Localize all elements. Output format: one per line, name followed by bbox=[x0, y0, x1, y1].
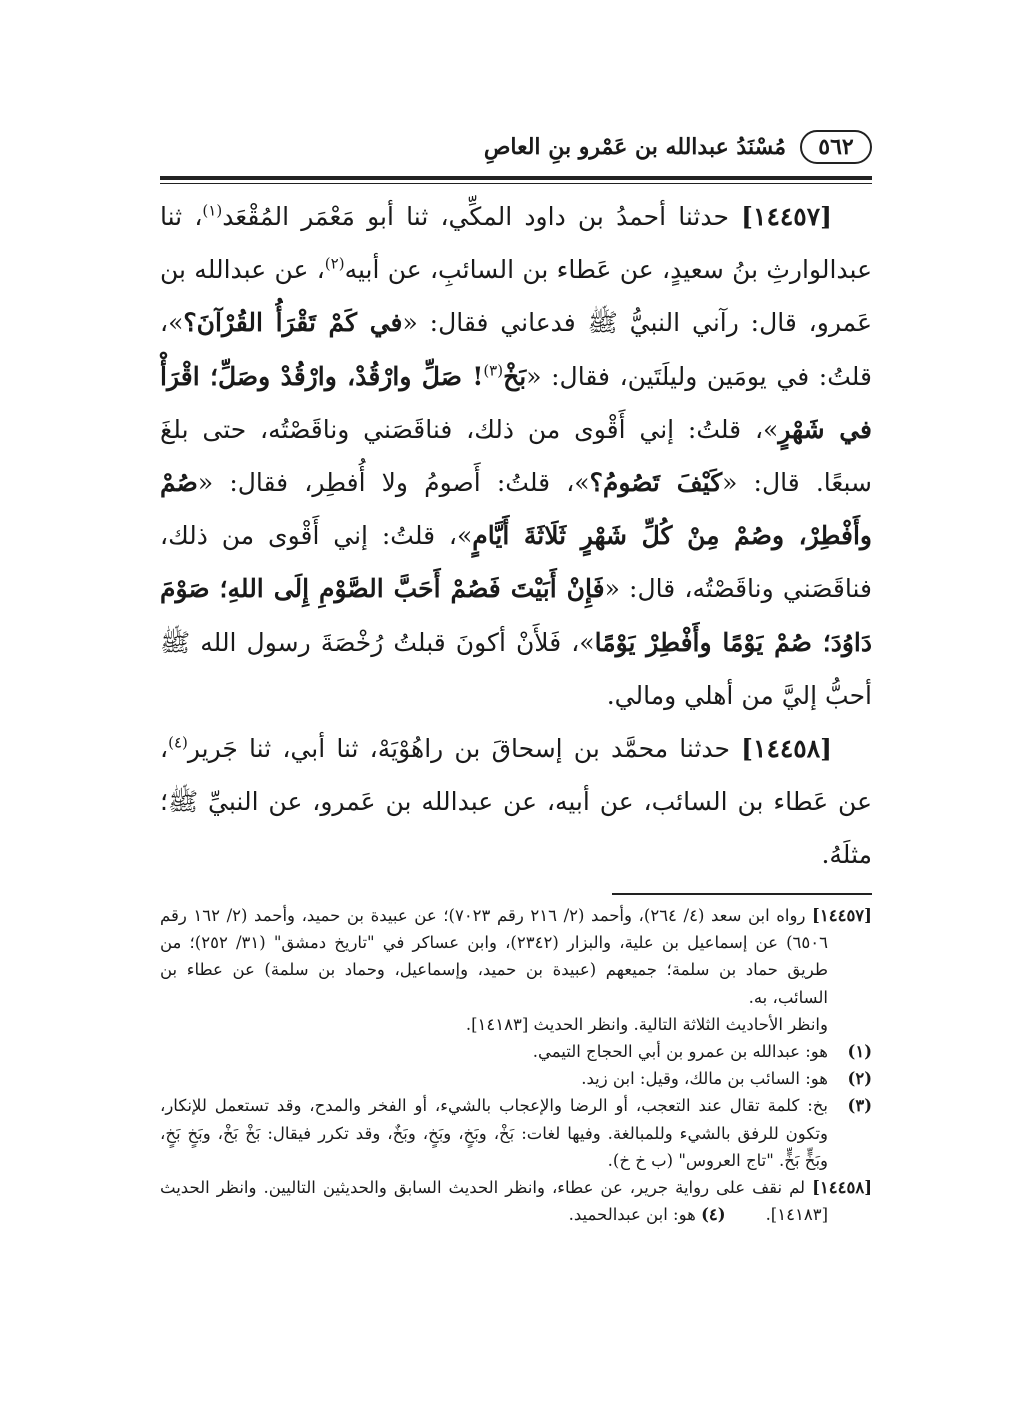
footnote-1 bbox=[160, 1038, 872, 1065]
hadith-text: »، قلتُ: في يومَين وليلَتَين، فقال: « bbox=[160, 308, 872, 391]
takhrij-number: [١٤٤٥٨] bbox=[812, 1178, 872, 1198]
prophet-saying: ! صَلِّ وارْقُدْ، وارْقُدْ وصَلِّ؛ اقْرَأْ في شَهْرٍ bbox=[160, 361, 872, 444]
takhrij-text: رواه ابن سعد (٤/ ٢٦٤)، وأحمد (٢/ ٢١٦ رقم ٧٠٢٣)؛ عن عبيدة بن حميد، وأحمد (٢/ ١٦٢ رقم ٦٥٠٦) عن إسماعيل بن علية، والبزار (٢٣٤٢)، وابن عساكر في "تاريخ دمشق" (٣١/ ٢٥٢)؛ من طريق حماد بن سلمة؛ جميعهم (عبيدة بن حميد، وإسماعيل، وحماد بن سلمة) عن عطاء بن السائب، به. bbox=[160, 906, 828, 1007]
main-text bbox=[160, 190, 872, 882]
footnote-text: هو: ابن عبدالحميد. bbox=[568, 1205, 702, 1225]
hadith-text: حدثنا أحمدُ بن داود المكِّي، ثنا أبو مَعْمَر المُقْعَد bbox=[222, 202, 742, 231]
hadith-text: ، ثنا عبدالوارثِ بنُ سعيدٍ، عن عَطاء بن السائبِ، عن أبيه bbox=[160, 202, 873, 285]
takhrij-14457 bbox=[160, 902, 872, 1011]
hadith-text: ، عن عبدالله بن عَمرو، قال: رآني النبيُّ ﷺ فدعاني فقال: « bbox=[160, 255, 872, 338]
hadith-text: »، قلتُ: إني أَقْوى من ذلك، فناقَصَني وناقَصْتُه، حتى بلغَ سبعًا. قال: « bbox=[160, 414, 872, 498]
footnote-ref: (٢) bbox=[324, 254, 345, 273]
hadith-number: [١٤٤٥٨] bbox=[741, 734, 832, 764]
takhrij-number: [١٤٤٥٧] bbox=[812, 906, 872, 925]
footnote-text: هو: عبدالله بن عمرو بن أبي الحجاج التيمي. bbox=[532, 1042, 828, 1062]
running-title: مُسْنَدُ عبدالله بن عَمْرو بنِ العاصِ bbox=[483, 134, 786, 160]
footnote-text: بخ: كلمة تقال عند التعجب، أو الرضا والإعجاب بالشيء، أو الفخر والمدح، وقد تستعمل للإنكار، وتكون للرفق بالشيء وللمبالغة. وفيها لغات: بَخْ، وبَخٍ، وبَخٍ، وبَخٌ، وقد تكرر فيقال: بَخْ بَخْ، وبَخٍ بَخٍ، وبَخٍّ بَخٍّ. "تاج العروس" (ب خ خ). bbox=[160, 1096, 828, 1170]
header-rule-thick bbox=[160, 176, 872, 180]
prophet-saying: بَخْ bbox=[503, 361, 527, 391]
hadith-text: »، قلتُ: أَصومُ ولا أُفطِر، فقال: « bbox=[197, 468, 590, 498]
hadith-text: »، قلتُ: إني أَقْوى من ذلك، فناقَصَني وناقَصْتُه، قال: « bbox=[160, 521, 872, 604]
footnote-2 bbox=[160, 1065, 872, 1092]
takhrij-14457-extra: وانظر الأحاديث الثلاثة التالية. وانظر الحديث [١٤١٨٣]. bbox=[465, 1014, 828, 1034]
page-header bbox=[160, 122, 872, 172]
footnote-ref: (٤) bbox=[168, 733, 188, 752]
footnote-number: (٣) bbox=[847, 1096, 872, 1116]
footnotes bbox=[160, 902, 872, 1228]
prophet-saying: كَيْفَ تَصُومُ؟ bbox=[589, 468, 723, 498]
hadith-14457 bbox=[160, 190, 872, 722]
takhrij-text: لم نقف على رواية جرير، عن عطاء، وانظر الحديث السابق والحديثين التاليين. وانظر الحديث [١٤١٨٣]. bbox=[160, 1178, 828, 1225]
hadith-text: حدثنا محمَّد بن إسحاقَ بن راهُوْيَهْ، ثنا أبي، ثنا جَرير bbox=[187, 734, 742, 764]
footnote-number: (٤) bbox=[701, 1205, 726, 1225]
header-rule-thin bbox=[160, 183, 872, 184]
prophet-saying: في كَمْ تَقْرَأُ القُرْآنَ؟ bbox=[183, 308, 403, 338]
takhrij-14458 bbox=[160, 1174, 872, 1228]
hadith-text: ، عن عَطاء بن السائب، عن أبيه، عن عبدالله بن عَمرو، عن النبيِّ ﷺ؛ مثلَهُ. bbox=[160, 734, 872, 870]
hadith-text: »، فَلأَنْ أكونَ قبلتُ رُخْصَةَ رسول الله ﷺ أحبُّ إليَّ من أهلي ومالي. bbox=[160, 627, 872, 710]
footnote-number: (١) bbox=[847, 1042, 872, 1062]
prophet-saying: فَإِنْ أَبَيْتَ فَصُمْ أَحَبَّ الصَّوْمِ إِلَى اللهِ؛ صَوْمَ دَاوُدَ؛ صُمْ يَوْمًا وأَفْطِرْ يَوْمًا bbox=[160, 574, 873, 657]
hadith-14458 bbox=[160, 722, 872, 882]
page-number: ٥٦٢ bbox=[800, 130, 872, 164]
footnote-separator bbox=[612, 893, 872, 895]
footnote-3 bbox=[160, 1092, 872, 1174]
footnote-ref: (١) bbox=[202, 201, 223, 220]
footnote-ref: (٣) bbox=[483, 361, 504, 380]
footnote-text: هو: السائب بن مالك، وقيل: ابن زيد. bbox=[581, 1069, 828, 1089]
prophet-saying: صُمْ وأَفْطِرْ، وصُمْ مِنْ كُلِّ شَهْرٍ ثَلَاثَةَ أَيَّامٍ bbox=[160, 468, 872, 551]
hadith-number: [١٤٤٥٧] bbox=[741, 202, 832, 231]
footnote-number: (٢) bbox=[847, 1069, 872, 1089]
